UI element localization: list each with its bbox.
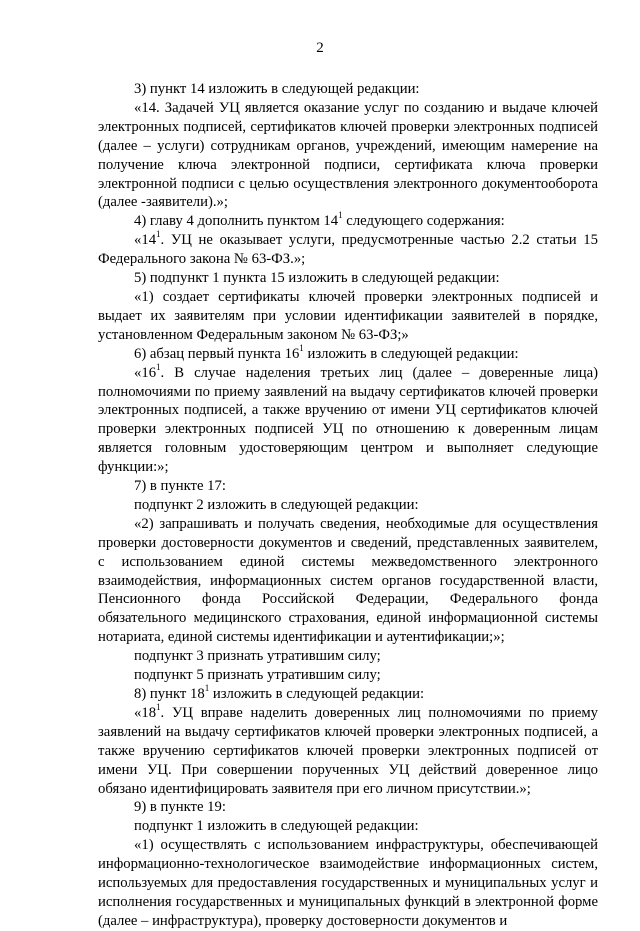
paragraph-p11 bbox=[98, 515, 598, 647]
paragraph-p2 bbox=[98, 99, 598, 212]
paragraph-text: . В случае наделения третьих лиц (далее – доверенные лица) полномочиями по приему заявлений на выдачу сертификатов ключей проверки электронных подписей, а также вручению от имени УЦ сертификатов ключей проверки электронных подписей УЦ по отношению к доверенным лицам является головным удостоверяющим центром и выполняет следующие функции:»; bbox=[98, 364, 598, 476]
superscript: 1 bbox=[299, 342, 304, 353]
paragraph-p7 bbox=[98, 342, 598, 364]
superscript: 1 bbox=[156, 361, 161, 372]
paragraph-p1 bbox=[98, 80, 598, 99]
paragraph-text: подпункт 5 признать утратившим силу; bbox=[134, 667, 381, 684]
paragraph-p4 bbox=[98, 231, 598, 269]
paragraph-text: . УЦ не оказывает услуги, предусмотренные частью 2.2 статьи 15 Федерального закона № 63-ФЗ.»; bbox=[98, 232, 598, 268]
paragraph-text: «14. Задачей УЦ является оказание услуг по созданию и выдаче ключей электронных подписей, сертификатов ключей проверки электронных подписей (далее – услуги) сотрудникам органов, учреждений, имеющим намерение на получение ключа электронной подписи, сертификата ключа проверки электронной подписи с целью осуществления электронного документооборота (далее -заявители).»; bbox=[98, 99, 598, 211]
paragraph-text: 3) пункт 14 изложить в следующей редакции: bbox=[134, 81, 420, 97]
superscript: 1 bbox=[204, 683, 210, 694]
paragraph-text: подпункт 2 изложить в следующей редакции: bbox=[134, 496, 419, 513]
paragraph-text: 9) в пункте 19: bbox=[134, 799, 226, 816]
paragraph-p16 bbox=[98, 798, 598, 817]
paragraph-p8 bbox=[98, 361, 598, 477]
paragraph-text: подпункт 1 изложить в следующей редакции: bbox=[134, 818, 419, 835]
paragraph-text: «18 bbox=[134, 704, 157, 721]
paragraph-p15 bbox=[98, 704, 598, 799]
paragraph-p6 bbox=[98, 288, 598, 345]
paragraph-p12 bbox=[98, 647, 598, 666]
paragraph-text: «1) создает сертификаты ключей проверки электронных подписей и выдает их заявителям при условии идентификации заявителей в порядке, установленном Федеральным законом № 63-ФЗ;» bbox=[98, 288, 598, 343]
paragraph-text: «1) осуществлять с использованием инфраструктуры, обеспечивающей информационно-технологическое взаимодействие информационных систем, используемых для предоставления государственных и муниципальных услуг и исполнения государственных и муниципальных функций в электронной форме (далее – инфраструктура), проверку достоверности документов и bbox=[98, 837, 598, 929]
paragraph-text: 8) пункт 18 bbox=[134, 686, 205, 702]
paragraph-text: 6) абзац первый пункта 16 bbox=[134, 345, 300, 362]
paragraph-p3 bbox=[98, 212, 598, 231]
paragraph-p17 bbox=[98, 817, 598, 836]
superscript: 1 bbox=[156, 229, 161, 240]
superscript: 1 bbox=[156, 702, 161, 713]
paragraph-p10 bbox=[98, 496, 598, 515]
paragraph-p18 bbox=[98, 836, 598, 931]
paragraph-p13 bbox=[98, 666, 598, 685]
paragraph-p9 bbox=[98, 477, 598, 496]
paragraph-text: 7) в пункте 17: bbox=[134, 478, 226, 495]
paragraph-text: изложить в следующей редакции: bbox=[209, 686, 425, 702]
page-number: 2 bbox=[316, 40, 324, 56]
paragraph-text: 5) подпункт 1 пункта 15 изложить в следующей редакции: bbox=[134, 270, 500, 287]
paragraph-text: 4) главу 4 дополнить пунктом 14 bbox=[134, 213, 339, 230]
paragraph-p5 bbox=[98, 269, 598, 288]
paragraph-p14 bbox=[98, 685, 598, 704]
paragraph-text: подпункт 3 признать утратившим силу; bbox=[134, 648, 381, 665]
document-body bbox=[98, 80, 598, 931]
paragraph-text: «16 bbox=[134, 364, 157, 381]
paragraph-text: . УЦ вправе наделить доверенных лиц полномочиями по приему заявлений на выдачу сертификатов ключей проверки электронных подписей, а также вручению сертификатов ключей проверки электронных подписей от имени УЦ. При совершении порученных УЦ действий доверенное лицо обязано идентифицировать заявителя при его личном присутствии.»; bbox=[98, 704, 598, 797]
paragraph-text: «14 bbox=[134, 232, 157, 249]
superscript: 1 bbox=[338, 210, 343, 221]
paragraph-text: «2) запрашивать и получать сведения, необходимые для осуществления проверки достоверности документов и сведений, представленных заявителем, с использованием единой системы межведомственного электронного взаимодействия, информационных систем органов государственной власти, Пенсионного фонда Российской Федерации, Федерального фонда обязательного медицинского страхования, единой информационной системы нотариата, единой системы идентификации и аутентификации;»; bbox=[98, 515, 598, 646]
paragraph-text: изложить в следующей редакции: bbox=[303, 345, 519, 362]
paragraph-text: следующего содержания: bbox=[342, 213, 505, 230]
